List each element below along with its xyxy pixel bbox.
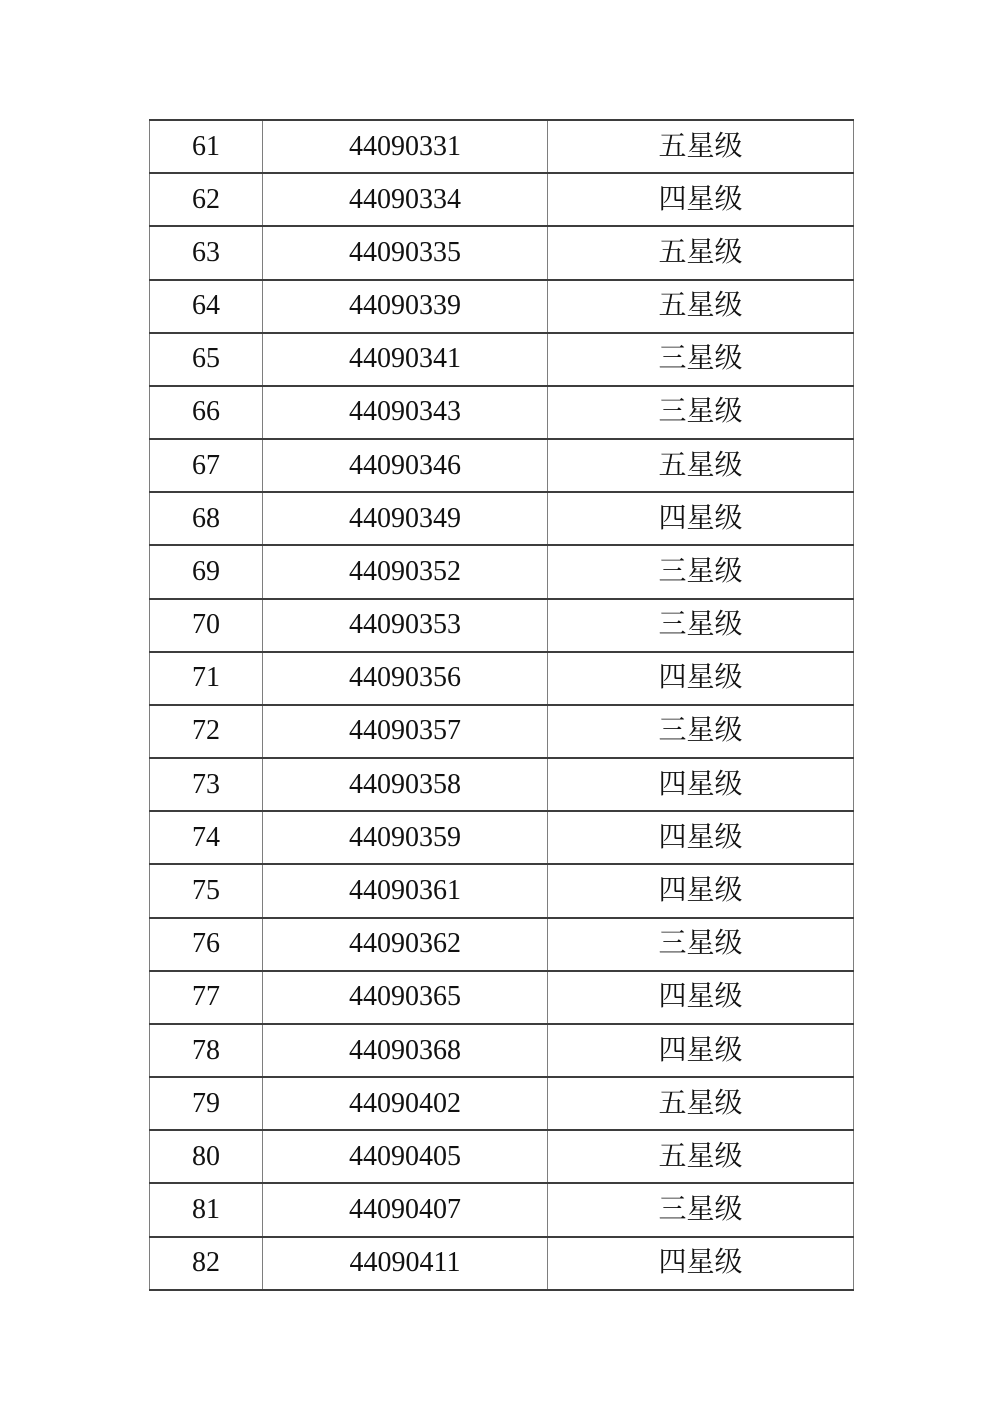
row-number-cell: 71 bbox=[150, 652, 263, 705]
rating-cell: 五星级 bbox=[548, 1130, 854, 1183]
rating-cell: 四星级 bbox=[548, 811, 854, 864]
code-cell: 44090405 bbox=[263, 1130, 548, 1183]
code-cell: 44090361 bbox=[263, 864, 548, 917]
row-number-cell: 66 bbox=[150, 386, 263, 439]
code-cell: 44090331 bbox=[263, 120, 548, 173]
code-cell: 44090411 bbox=[263, 1237, 548, 1290]
code-cell: 44090362 bbox=[263, 918, 548, 971]
code-cell: 44090352 bbox=[263, 545, 548, 598]
code-cell: 44090343 bbox=[263, 386, 548, 439]
table-row bbox=[150, 599, 854, 652]
rating-cell: 五星级 bbox=[548, 280, 854, 333]
rating-cell: 三星级 bbox=[548, 705, 854, 758]
row-number-cell: 67 bbox=[150, 439, 263, 492]
row-number-cell: 72 bbox=[150, 705, 263, 758]
table-row bbox=[150, 1130, 854, 1183]
rating-cell: 三星级 bbox=[548, 599, 854, 652]
rating-cell: 三星级 bbox=[548, 333, 854, 386]
table-row bbox=[150, 226, 854, 279]
code-cell: 44090353 bbox=[263, 599, 548, 652]
table-row bbox=[150, 1024, 854, 1077]
code-cell: 44090356 bbox=[263, 652, 548, 705]
code-cell: 44090358 bbox=[263, 758, 548, 811]
table-row bbox=[150, 811, 854, 864]
table-row bbox=[150, 705, 854, 758]
table-row bbox=[150, 758, 854, 811]
code-cell: 44090339 bbox=[263, 280, 548, 333]
table-row bbox=[150, 1183, 854, 1236]
row-number-cell: 79 bbox=[150, 1077, 263, 1130]
row-number-cell: 64 bbox=[150, 280, 263, 333]
row-number-cell: 80 bbox=[150, 1130, 263, 1183]
table-row bbox=[150, 545, 854, 598]
row-number-cell: 75 bbox=[150, 864, 263, 917]
row-number-cell: 63 bbox=[150, 226, 263, 279]
rating-cell: 三星级 bbox=[548, 386, 854, 439]
row-number-cell: 73 bbox=[150, 758, 263, 811]
table-row bbox=[150, 386, 854, 439]
row-number-cell: 69 bbox=[150, 545, 263, 598]
code-cell: 44090346 bbox=[263, 439, 548, 492]
table-row bbox=[150, 1077, 854, 1130]
rating-cell: 四星级 bbox=[548, 971, 854, 1024]
row-number-cell: 62 bbox=[150, 173, 263, 226]
table-row bbox=[150, 333, 854, 386]
table-row bbox=[150, 1237, 854, 1290]
rating-cell: 四星级 bbox=[548, 1024, 854, 1077]
row-number-cell: 61 bbox=[150, 120, 263, 173]
rating-cell: 三星级 bbox=[548, 918, 854, 971]
row-number-cell: 77 bbox=[150, 971, 263, 1024]
row-number-cell: 78 bbox=[150, 1024, 263, 1077]
rating-cell: 四星级 bbox=[548, 173, 854, 226]
table-row bbox=[150, 652, 854, 705]
code-cell: 44090407 bbox=[263, 1183, 548, 1236]
code-cell: 44090402 bbox=[263, 1077, 548, 1130]
table-row bbox=[150, 280, 854, 333]
table-row bbox=[150, 173, 854, 226]
rating-cell: 五星级 bbox=[548, 226, 854, 279]
code-cell: 44090357 bbox=[263, 705, 548, 758]
code-cell: 44090335 bbox=[263, 226, 548, 279]
row-number-cell: 82 bbox=[150, 1237, 263, 1290]
code-cell: 44090368 bbox=[263, 1024, 548, 1077]
row-number-cell: 74 bbox=[150, 811, 263, 864]
code-cell: 44090341 bbox=[263, 333, 548, 386]
rating-cell: 四星级 bbox=[548, 758, 854, 811]
table-row bbox=[150, 918, 854, 971]
row-number-cell: 70 bbox=[150, 599, 263, 652]
rating-cell: 四星级 bbox=[548, 652, 854, 705]
rating-cell: 五星级 bbox=[548, 120, 854, 173]
rating-cell: 五星级 bbox=[548, 439, 854, 492]
rating-cell: 四星级 bbox=[548, 1237, 854, 1290]
row-number-cell: 68 bbox=[150, 492, 263, 545]
table-row bbox=[150, 864, 854, 917]
row-number-cell: 76 bbox=[150, 918, 263, 971]
star-rating-table-body bbox=[150, 120, 854, 1290]
code-cell: 44090365 bbox=[263, 971, 548, 1024]
row-number-cell: 81 bbox=[150, 1183, 263, 1236]
rating-cell: 四星级 bbox=[548, 492, 854, 545]
table-row bbox=[150, 439, 854, 492]
row-number-cell: 65 bbox=[150, 333, 263, 386]
table-row bbox=[150, 971, 854, 1024]
table-row bbox=[150, 120, 854, 173]
rating-cell: 三星级 bbox=[548, 1183, 854, 1236]
star-rating-table bbox=[149, 119, 854, 1291]
code-cell: 44090359 bbox=[263, 811, 548, 864]
table-row bbox=[150, 492, 854, 545]
code-cell: 44090349 bbox=[263, 492, 548, 545]
code-cell: 44090334 bbox=[263, 173, 548, 226]
rating-cell: 五星级 bbox=[548, 1077, 854, 1130]
rating-cell: 三星级 bbox=[548, 545, 854, 598]
rating-cell: 四星级 bbox=[548, 864, 854, 917]
